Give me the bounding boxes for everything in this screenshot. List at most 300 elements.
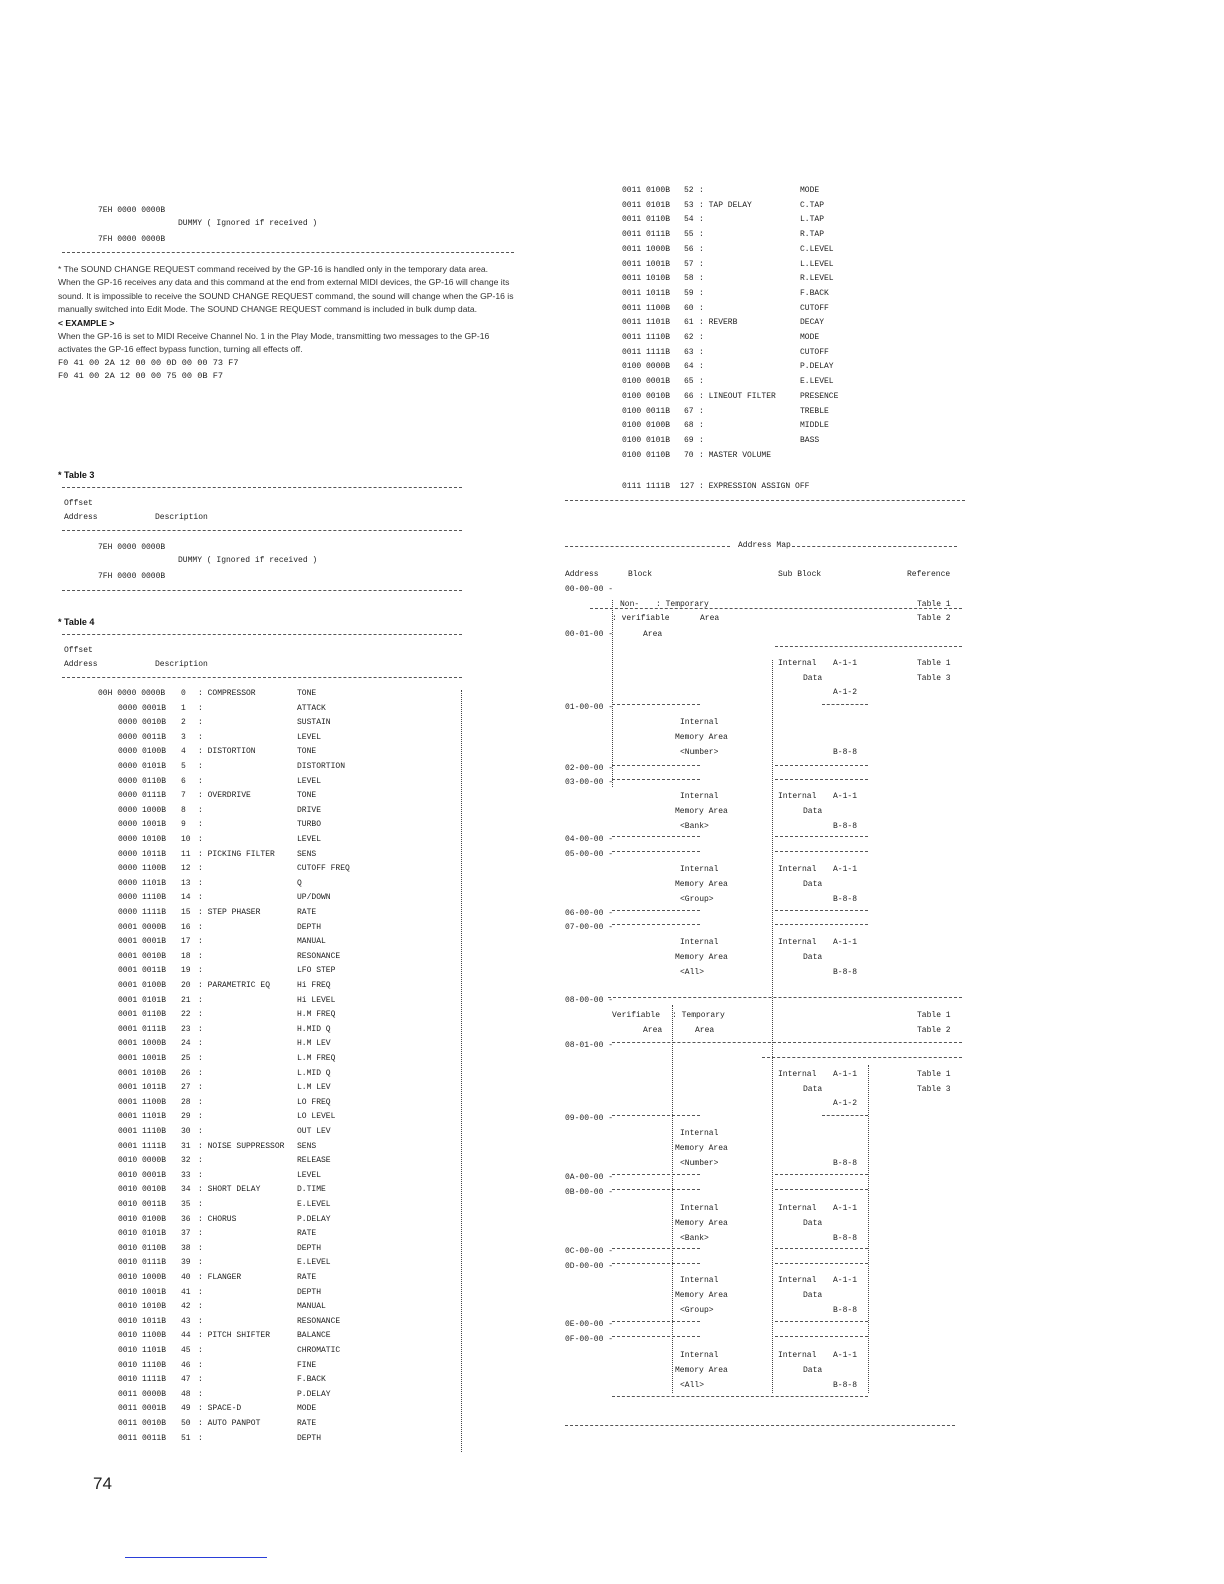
row-address: 0010 1011B <box>118 1316 167 1326</box>
block-verifiable: : verifiable <box>612 614 670 623</box>
address-map-bottom-rule <box>565 1425 955 1426</box>
row-block: : <box>198 1287 203 1297</box>
address-label: 00-00-00 - <box>565 585 614 594</box>
row-address: 0001 0010B <box>118 951 167 961</box>
row-number: 70 <box>684 450 694 460</box>
row-address: 0000 1001B <box>118 820 167 830</box>
row-number: 12 <box>181 864 191 874</box>
row-parameter: CUTOFF <box>800 347 829 357</box>
row-number: 19 <box>181 966 191 976</box>
row-parameter: CUTOFF FREQ <box>297 864 350 874</box>
address-map-row-rule <box>612 779 700 780</box>
row-address: 0000 0011B <box>118 732 167 742</box>
block-all: <All> <box>680 1381 705 1390</box>
row-block: : <box>198 1375 203 1385</box>
block-area: Area <box>643 630 663 639</box>
row-number: 66 <box>684 391 694 401</box>
sub-a11: A-1-1 <box>833 792 858 801</box>
row-number: 34 <box>181 1185 191 1195</box>
address-map-row-rule <box>612 1189 700 1190</box>
block-bank: <Bank> <box>680 822 709 831</box>
row-address: 0001 0001B <box>118 937 167 947</box>
row-parameter: UP/DOWN <box>297 893 331 903</box>
row-block: : LINEOUT FILTER <box>699 391 776 401</box>
reference-table-1: Table 1 <box>917 659 951 668</box>
address-map-row-rule <box>775 1189 868 1190</box>
row-address: 0001 1000B <box>118 1039 167 1049</box>
row-number: 20 <box>181 981 191 990</box>
row-address: 0011 0101B <box>622 200 671 210</box>
row-block: : <box>198 951 203 961</box>
row-block: : <box>198 762 203 771</box>
address-map-row-rule <box>612 836 700 837</box>
address-map-row-rule <box>775 910 868 911</box>
address-label: 08-00-00 - <box>565 996 614 1005</box>
row-address: 0011 1101B <box>622 318 671 328</box>
row-block: : <box>198 1200 203 1209</box>
intro-row-2-address: 7FH 0000 0000B <box>98 235 166 244</box>
row-address: 0011 1011B <box>622 288 671 298</box>
row-parameter: LEVEL <box>297 1170 322 1180</box>
row-number: 40 <box>181 1273 191 1282</box>
row-address: 0001 1111B <box>118 1141 167 1151</box>
intro-row-1-description: DUMMY ( Ignored if received ) <box>178 219 318 228</box>
row-parameter: F.BACK <box>800 288 829 298</box>
row-address: 0001 0111B <box>118 1024 167 1034</box>
row-address: 0000 1101B <box>118 878 167 888</box>
sub-internal: Internal <box>778 1204 817 1213</box>
block-internal: Internal <box>680 792 719 801</box>
row-block: : <box>198 1024 203 1034</box>
row-number: 39 <box>181 1258 191 1268</box>
row-address: 0010 0100B <box>118 1214 167 1224</box>
row-parameter: L.TAP <box>800 215 825 225</box>
row-block: : SHORT DELAY <box>198 1185 261 1195</box>
row-number: 2 <box>181 718 186 728</box>
row-address: 0010 0011B <box>118 1200 167 1209</box>
address-label: 08-01-00 - <box>565 1041 614 1050</box>
row-address: 0011 0000B <box>118 1389 167 1399</box>
sub-internal: Internal <box>778 938 817 947</box>
row-address: 0010 1010B <box>118 1302 167 1312</box>
row-number: 62 <box>684 333 694 342</box>
sub-b88: B-8-8 <box>833 822 858 831</box>
row-number: 38 <box>181 1243 191 1253</box>
sub-b88: B-8-8 <box>833 1234 858 1243</box>
row-number: 53 <box>684 200 694 210</box>
address-label: 0F-00-00 - <box>565 1335 614 1344</box>
intro-row-1-address: 7EH 0000 0000B <box>98 206 166 215</box>
address-label: 01-00-00 - <box>565 703 614 712</box>
row-block: : <box>198 995 203 1005</box>
address-map-row-rule <box>775 924 868 925</box>
row-address: 0011 0100B <box>622 186 671 195</box>
row-address: 0011 0010B <box>118 1419 167 1428</box>
row-parameter: SUSTAIN <box>297 718 331 728</box>
row-block: : <box>198 1389 203 1399</box>
row-parameter: ATTACK <box>297 703 326 713</box>
row-address: 00H 0000 0000B <box>98 689 166 698</box>
address-label: 0D-00-00 - <box>565 1262 614 1271</box>
address-label: 00-01-00 - <box>565 630 614 639</box>
row-parameter: R.LEVEL <box>800 274 834 284</box>
row-block: : <box>699 186 704 195</box>
row-address: 0011 1110B <box>622 333 671 342</box>
row-block: : PARAMETRIC EQ <box>198 981 271 990</box>
row-block: : <box>198 1039 203 1049</box>
row-number: 16 <box>181 922 191 932</box>
address-map-row-rule <box>590 608 962 609</box>
row-parameter: Hi LEVEL <box>297 995 336 1005</box>
row-number: 54 <box>684 215 694 225</box>
block-bank: <Bank> <box>680 1234 709 1243</box>
table-3-row-1-description: DUMMY ( Ignored if received ) <box>178 556 318 565</box>
row-block: : CHORUS <box>198 1214 237 1224</box>
row-number: 21 <box>181 995 191 1005</box>
table-3-header-description: Description <box>155 513 208 522</box>
row-parameter: RESONANCE <box>297 951 341 961</box>
block-area: Area <box>695 1026 715 1035</box>
row-address: 0000 1100B <box>118 864 167 874</box>
row-parameter: LEVEL <box>297 732 322 742</box>
row-address: 0001 1011B <box>118 1083 167 1093</box>
address-map-header-reference: Reference <box>907 570 951 579</box>
address-map-row-rule <box>822 704 868 705</box>
row-address: 0011 1010B <box>622 274 671 284</box>
block-internal: Internal <box>680 938 719 947</box>
address-map-title: Address Map <box>738 541 791 550</box>
address-label: 0E-00-00 - <box>565 1320 614 1329</box>
address-label: 02-00-00 - <box>565 764 614 773</box>
row-block: : <box>198 1360 203 1370</box>
example-message-1: F0 41 00 2A 12 00 00 0D 00 00 73 F7 <box>58 357 239 368</box>
block-memory-area: Memory Area <box>675 807 728 816</box>
block-number: <Number> <box>680 1159 719 1168</box>
row-parameter: DEPTH <box>297 1287 322 1297</box>
sub-a11: A-1-1 <box>833 1351 858 1360</box>
address-label: 04-00-00 - <box>565 835 614 844</box>
row-number: 29 <box>181 1112 191 1122</box>
sub-b88: B-8-8 <box>833 1306 858 1315</box>
block-number: <Number> <box>680 748 719 757</box>
row-number: 1 <box>181 703 186 713</box>
address-map-header-sub-block: Sub Block <box>778 570 822 579</box>
address-map-row-rule <box>612 704 700 705</box>
row-parameter: TURBO <box>297 820 322 830</box>
row-address: 0010 1111B <box>118 1375 167 1385</box>
row-parameter: R.TAP <box>800 230 825 240</box>
row-address: 0000 1111B <box>118 908 167 917</box>
row-address: 0100 0011B <box>622 406 671 416</box>
row-block: : <box>198 1083 203 1093</box>
row-address: 0000 0100B <box>118 747 167 757</box>
sub-data: Data <box>803 1219 823 1228</box>
row-block: : <box>198 835 203 844</box>
row-parameter: H.M FREQ <box>297 1010 336 1020</box>
row-number: 3 <box>181 732 186 742</box>
row-parameter: RATE <box>297 1229 317 1239</box>
sub-a12: A-1-2 <box>833 688 858 697</box>
row-address: 0011 1111B <box>622 347 671 357</box>
row-number: 11 <box>181 849 191 859</box>
sub-data: Data <box>803 1085 823 1094</box>
block-temporary: : Temporary <box>672 1011 725 1020</box>
row-address: 0011 0001B <box>118 1404 167 1414</box>
page-number: 74 <box>93 1474 112 1493</box>
row-number: 48 <box>181 1389 191 1399</box>
row-number: 51 <box>181 1433 191 1443</box>
table-4-header-address: Address <box>64 660 98 669</box>
row-block: : <box>198 703 203 713</box>
row-block: : DISTORTION <box>198 747 256 757</box>
row-number: 55 <box>684 230 694 240</box>
row-parameter: SENS <box>297 849 317 859</box>
row-block: : <box>198 820 203 830</box>
reference-table-3: Table 3 <box>917 1085 951 1094</box>
row-block: : <box>699 288 704 298</box>
row-block: : FLANGER <box>198 1273 242 1282</box>
address-label: 0C-00-00 - <box>565 1247 614 1256</box>
row-block: : REVERB <box>699 318 738 328</box>
address-label: 06-00-00 - <box>565 909 614 918</box>
row-address: 0010 0000B <box>118 1156 167 1166</box>
row-parameter: CUTOFF <box>800 303 829 313</box>
row-number: 57 <box>684 259 694 269</box>
block-internal: Internal <box>680 1276 719 1285</box>
row-address: 0011 1001B <box>622 259 671 269</box>
row-address: 0001 1010B <box>118 1068 167 1078</box>
reference-table-1: Table 1 <box>917 600 951 609</box>
block-non: Non- <box>620 600 640 609</box>
row-number: 37 <box>181 1229 191 1239</box>
row-block: : <box>198 1010 203 1020</box>
row-parameter: L.M FREQ <box>297 1054 336 1063</box>
row-block: : <box>198 805 203 815</box>
footer-link-rule <box>125 1557 267 1558</box>
address-map-row-rule <box>612 924 700 925</box>
row-parameter: D.TIME <box>297 1185 326 1195</box>
row-number: 23 <box>181 1024 191 1034</box>
row-address: 0011 0011B <box>118 1433 167 1443</box>
row-block: : <box>198 1302 203 1312</box>
row-number: 49 <box>181 1404 191 1414</box>
row-block: : COMPRESSOR <box>198 689 256 698</box>
table-4-title: * Table 4 <box>58 617 95 627</box>
row-number: 59 <box>684 288 694 298</box>
block-area: Area <box>700 614 720 623</box>
row-parameter: DEPTH <box>297 1433 322 1443</box>
address-map-column-border <box>672 1005 673 1393</box>
table-4-header-offset: Offset <box>64 646 93 655</box>
row-address: 0010 0010B <box>118 1185 167 1195</box>
reference-table-1: Table 1 <box>917 1011 951 1020</box>
sub-internal: Internal <box>778 792 817 801</box>
row-number: 14 <box>181 893 191 903</box>
row-number: 17 <box>181 937 191 947</box>
row-number: 36 <box>181 1214 191 1224</box>
sub-a11: A-1-1 <box>833 1204 858 1213</box>
row-parameter: SENS <box>297 1141 317 1151</box>
row-parameter: E.LEVEL <box>297 1258 331 1268</box>
row-address: 0010 1001B <box>118 1287 167 1297</box>
row-number: 28 <box>181 1097 191 1107</box>
address-map-row-rule <box>822 1115 868 1116</box>
row-address: 0010 1101B <box>118 1346 167 1355</box>
row-block: : <box>198 922 203 932</box>
sub-internal: Internal <box>778 1351 817 1360</box>
sound-change-note: * The SOUND CHANGE REQUEST command received by the GP-16 is handled only in the temporary data area. <box>58 264 489 274</box>
row-parameter: BALANCE <box>297 1331 331 1341</box>
address-label: 0B-00-00 - <box>565 1188 614 1197</box>
row-block: : NOISE SUPPRESSOR <box>198 1141 285 1151</box>
row-number: 43 <box>181 1316 191 1326</box>
row-parameter: FINE <box>297 1360 317 1370</box>
row-parameter: MODE <box>297 1404 317 1414</box>
row-block: : TAP DELAY <box>699 200 752 210</box>
address-map-row-rule <box>612 1115 700 1116</box>
row-parameter: F.BACK <box>297 1375 326 1385</box>
row-number: 30 <box>181 1127 191 1136</box>
sub-internal: Internal <box>778 1276 817 1285</box>
row-number: 56 <box>684 244 694 254</box>
row-parameter: Hi FREQ <box>297 981 331 990</box>
row-address: 0000 0101B <box>118 762 167 771</box>
address-map-column-border <box>612 600 613 787</box>
row-number: 61 <box>684 318 694 328</box>
row-address: 0100 0001B <box>622 377 671 387</box>
sub-b88: B-8-8 <box>833 1159 858 1168</box>
sub-a12: A-1-2 <box>833 1099 858 1108</box>
address-map-row-rule <box>775 1174 868 1175</box>
row-block: : <box>699 347 704 357</box>
row-parameter: C.TAP <box>800 200 825 210</box>
address-map-row-rule <box>612 851 700 852</box>
row-block: : OVERDRIVE <box>198 791 251 801</box>
row-number: 127 <box>680 482 695 491</box>
sub-internal: Internal <box>778 1070 817 1079</box>
table-3-title: * Table 3 <box>58 470 95 480</box>
row-number: 9 <box>181 820 186 830</box>
row-address: 0000 1010B <box>118 835 167 844</box>
row-number: 8 <box>181 805 186 815</box>
row-block: : <box>699 274 704 284</box>
row-number: 13 <box>181 878 191 888</box>
row-address: 0011 1100B <box>622 303 671 313</box>
address-map-row-rule <box>612 1336 700 1337</box>
row-parameter: PRESENCE <box>800 391 839 401</box>
row-address: 0001 0101B <box>118 995 167 1005</box>
row-parameter: P.DELAY <box>297 1214 331 1224</box>
address-map-row-rule <box>775 836 868 837</box>
row-block: : <box>699 333 704 342</box>
row-block: : <box>198 1156 203 1166</box>
example-text: When the GP-16 is set to MIDI Receive Channel No. 1 in the Play Mode, transmitting two messages to the GP-16 activates the GP-16 effect bypass function, turning all effects off. <box>58 331 490 355</box>
row-block: : <box>198 1112 203 1122</box>
row-number: 24 <box>181 1039 191 1049</box>
row-address: 0010 0110B <box>118 1243 167 1253</box>
row-block: : <box>699 377 704 387</box>
address-map-row-rule <box>762 1057 962 1058</box>
row-parameter: H.M LEV <box>297 1039 331 1049</box>
row-address: 0001 0000B <box>118 922 167 932</box>
address-map-row-rule <box>612 1248 700 1249</box>
row-block: : <box>198 1433 203 1443</box>
row-block: : <box>198 893 203 903</box>
row-address: 0000 0110B <box>118 776 167 786</box>
row-block: : <box>198 1170 203 1180</box>
row-number: 26 <box>181 1068 191 1078</box>
table-3-header-offset: Offset <box>64 499 93 508</box>
sub-a11: A-1-1 <box>833 1276 858 1285</box>
sub-a11: A-1-1 <box>833 659 858 668</box>
row-number: 5 <box>181 762 186 771</box>
row-parameter: DISTORTION <box>297 762 346 771</box>
example-message-2: F0 41 00 2A 12 00 00 75 00 0B F7 <box>58 371 224 382</box>
address-map-row-rule <box>612 765 700 766</box>
row-parameter: DRIVE <box>297 805 322 815</box>
row-number: 60 <box>684 303 694 313</box>
block-memory-area: Memory Area <box>675 1219 728 1228</box>
address-map-row-rule <box>775 1263 868 1264</box>
row-number: 35 <box>181 1200 191 1209</box>
row-block: : EXPRESSION ASSIGN OFF <box>699 482 810 491</box>
row-address: 0000 0001B <box>118 703 167 713</box>
row-parameter: LO FREQ <box>297 1097 331 1107</box>
row-address: 0100 0110B <box>622 450 671 460</box>
reference-table-3: Table 3 <box>917 674 951 683</box>
row-number: 4 <box>181 747 186 757</box>
row-parameter: MODE <box>800 333 820 342</box>
row-parameter: MODE <box>800 186 820 195</box>
row-parameter: Q <box>297 878 302 888</box>
address-map-row-rule <box>612 1042 962 1043</box>
sub-data: Data <box>803 674 823 683</box>
row-number: 45 <box>181 1346 191 1355</box>
block-area: Area <box>643 1026 663 1035</box>
row-block: : <box>699 259 704 269</box>
row-block: : <box>699 230 704 240</box>
row-block: : <box>198 1127 203 1136</box>
row-block: : <box>198 1229 203 1239</box>
row-address: 0001 1100B <box>118 1097 167 1107</box>
table-3-header-address: Address <box>64 513 98 522</box>
row-number: 68 <box>684 421 694 431</box>
row-address: 0011 0110B <box>622 215 671 225</box>
row-block: : <box>198 1316 203 1326</box>
reference-table-2: Table 2 <box>917 1026 951 1035</box>
sub-data: Data <box>803 807 823 816</box>
block-internal: Internal <box>680 1129 719 1138</box>
row-parameter: RELEASE <box>297 1156 331 1166</box>
sound-change-detail: When the GP-16 receives any data and this command at the end from external MIDI devices, the GP-16 will change its sound. It is impossible to receive the SOUND CHANGE REQUEST command, the sound will change when the GP-16 is manually switched into Edit Mode. The SOUND CHANGE REQUEST command is included in bulk dump data. <box>58 277 514 315</box>
address-map-row-rule <box>612 1174 700 1175</box>
row-parameter: CHROMATIC <box>297 1346 341 1355</box>
address-map-row-rule <box>612 1321 700 1322</box>
row-block: : AUTO PANPOT <box>198 1419 261 1428</box>
reference-table-2: Table 2 <box>917 614 951 623</box>
sub-data: Data <box>803 1291 823 1300</box>
row-block: : <box>198 864 203 874</box>
block-internal: Internal <box>680 1204 719 1213</box>
block-memory-area: Memory Area <box>675 1366 728 1375</box>
row-address: 0100 0101B <box>622 435 671 445</box>
row-parameter: LEVEL <box>297 776 322 786</box>
row-number: 0 <box>181 689 186 698</box>
row-number: 65 <box>684 377 694 387</box>
sub-data: Data <box>803 1366 823 1375</box>
row-block: : STEP PHASER <box>198 908 261 917</box>
row-block: : <box>198 1258 203 1268</box>
